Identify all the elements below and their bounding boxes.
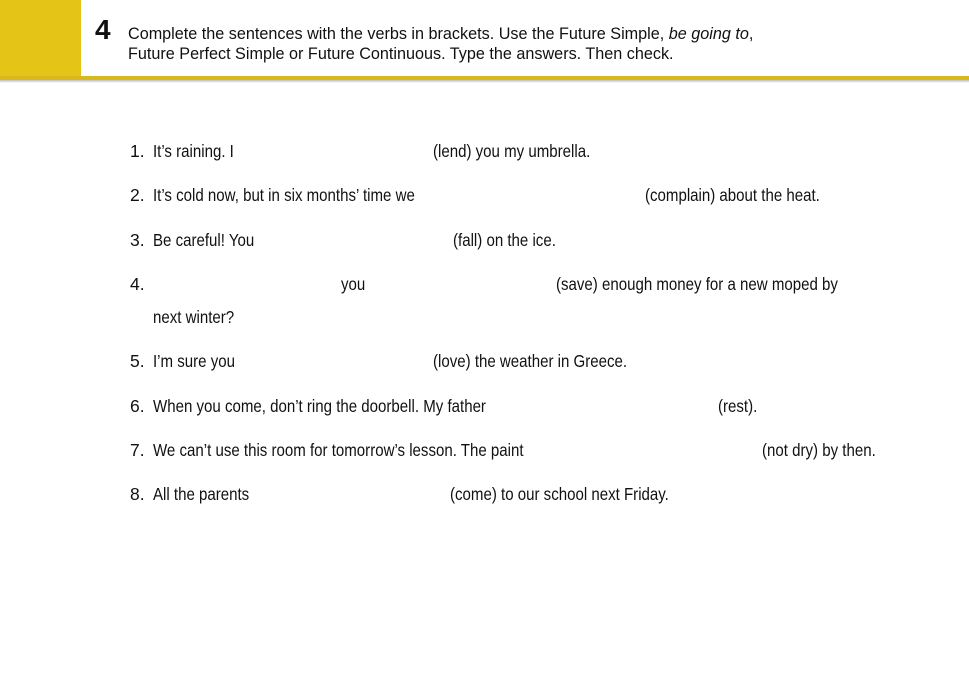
item-text-before: I’m sure you [153, 351, 235, 371]
item-number: 8. [130, 484, 145, 504]
item-number: 6. [130, 396, 145, 416]
item-number: 4. [130, 274, 145, 294]
item-text-before: Be careful! You [153, 230, 255, 250]
item-text-before: We can’t use this room for tomorrow’s lesson. The paint [153, 440, 524, 460]
item-text-before: When you come, don’t ring the doorbell. My father [153, 396, 486, 416]
item-number: 5. [130, 351, 145, 371]
item-text-after: (come) to our school next Friday. [450, 484, 669, 504]
item-text-continuation: next winter? [153, 307, 235, 327]
item-text-after: (fall) on the ice. [453, 230, 556, 250]
item-text-after: (love) the weather in Greece. [433, 351, 628, 371]
item-text-middle: you [341, 274, 366, 294]
instructions-text: Complete the sentences with the verbs in brackets. Use the Future Simple, [128, 25, 669, 43]
item-number: 7. [130, 440, 145, 460]
answer-blank-3[interactable] [270, 229, 448, 251]
item-text-before: It’s cold now, but in six months’ time we [153, 185, 415, 205]
item-text-before: It’s raining. I [153, 141, 234, 161]
item-text-after: (save) enough money for a new moped by [556, 274, 838, 294]
instructions-italic: be going to [668, 25, 749, 43]
answer-blank-8[interactable] [267, 483, 445, 505]
item-number: 2. [130, 185, 145, 205]
instructions-line-2: Future Perfect Simple or Future Continuous. Type the answers. Then check. [128, 45, 674, 63]
item-text-after: (complain) about the heat. [645, 185, 820, 205]
answer-blank-2[interactable] [462, 184, 640, 206]
item-text-after: (not dry) by then. [762, 440, 876, 460]
item-text-after: (lend) you my umbrella. [433, 141, 591, 161]
answer-blank-7[interactable] [579, 439, 757, 461]
item-text-before: All the parents [153, 484, 250, 504]
answer-blank-4a[interactable] [153, 273, 333, 295]
answer-blank-4b[interactable] [374, 273, 552, 295]
item-text-after: (rest). [718, 396, 758, 416]
item-number: 3. [130, 230, 145, 250]
instructions-comma: , [748, 25, 754, 43]
answer-blank-1[interactable] [250, 140, 428, 162]
answer-blank-6[interactable] [535, 395, 713, 417]
item-number: 1. [130, 141, 145, 161]
exercise-number: 4 [95, 14, 111, 45]
answer-blank-5[interactable] [250, 350, 428, 372]
